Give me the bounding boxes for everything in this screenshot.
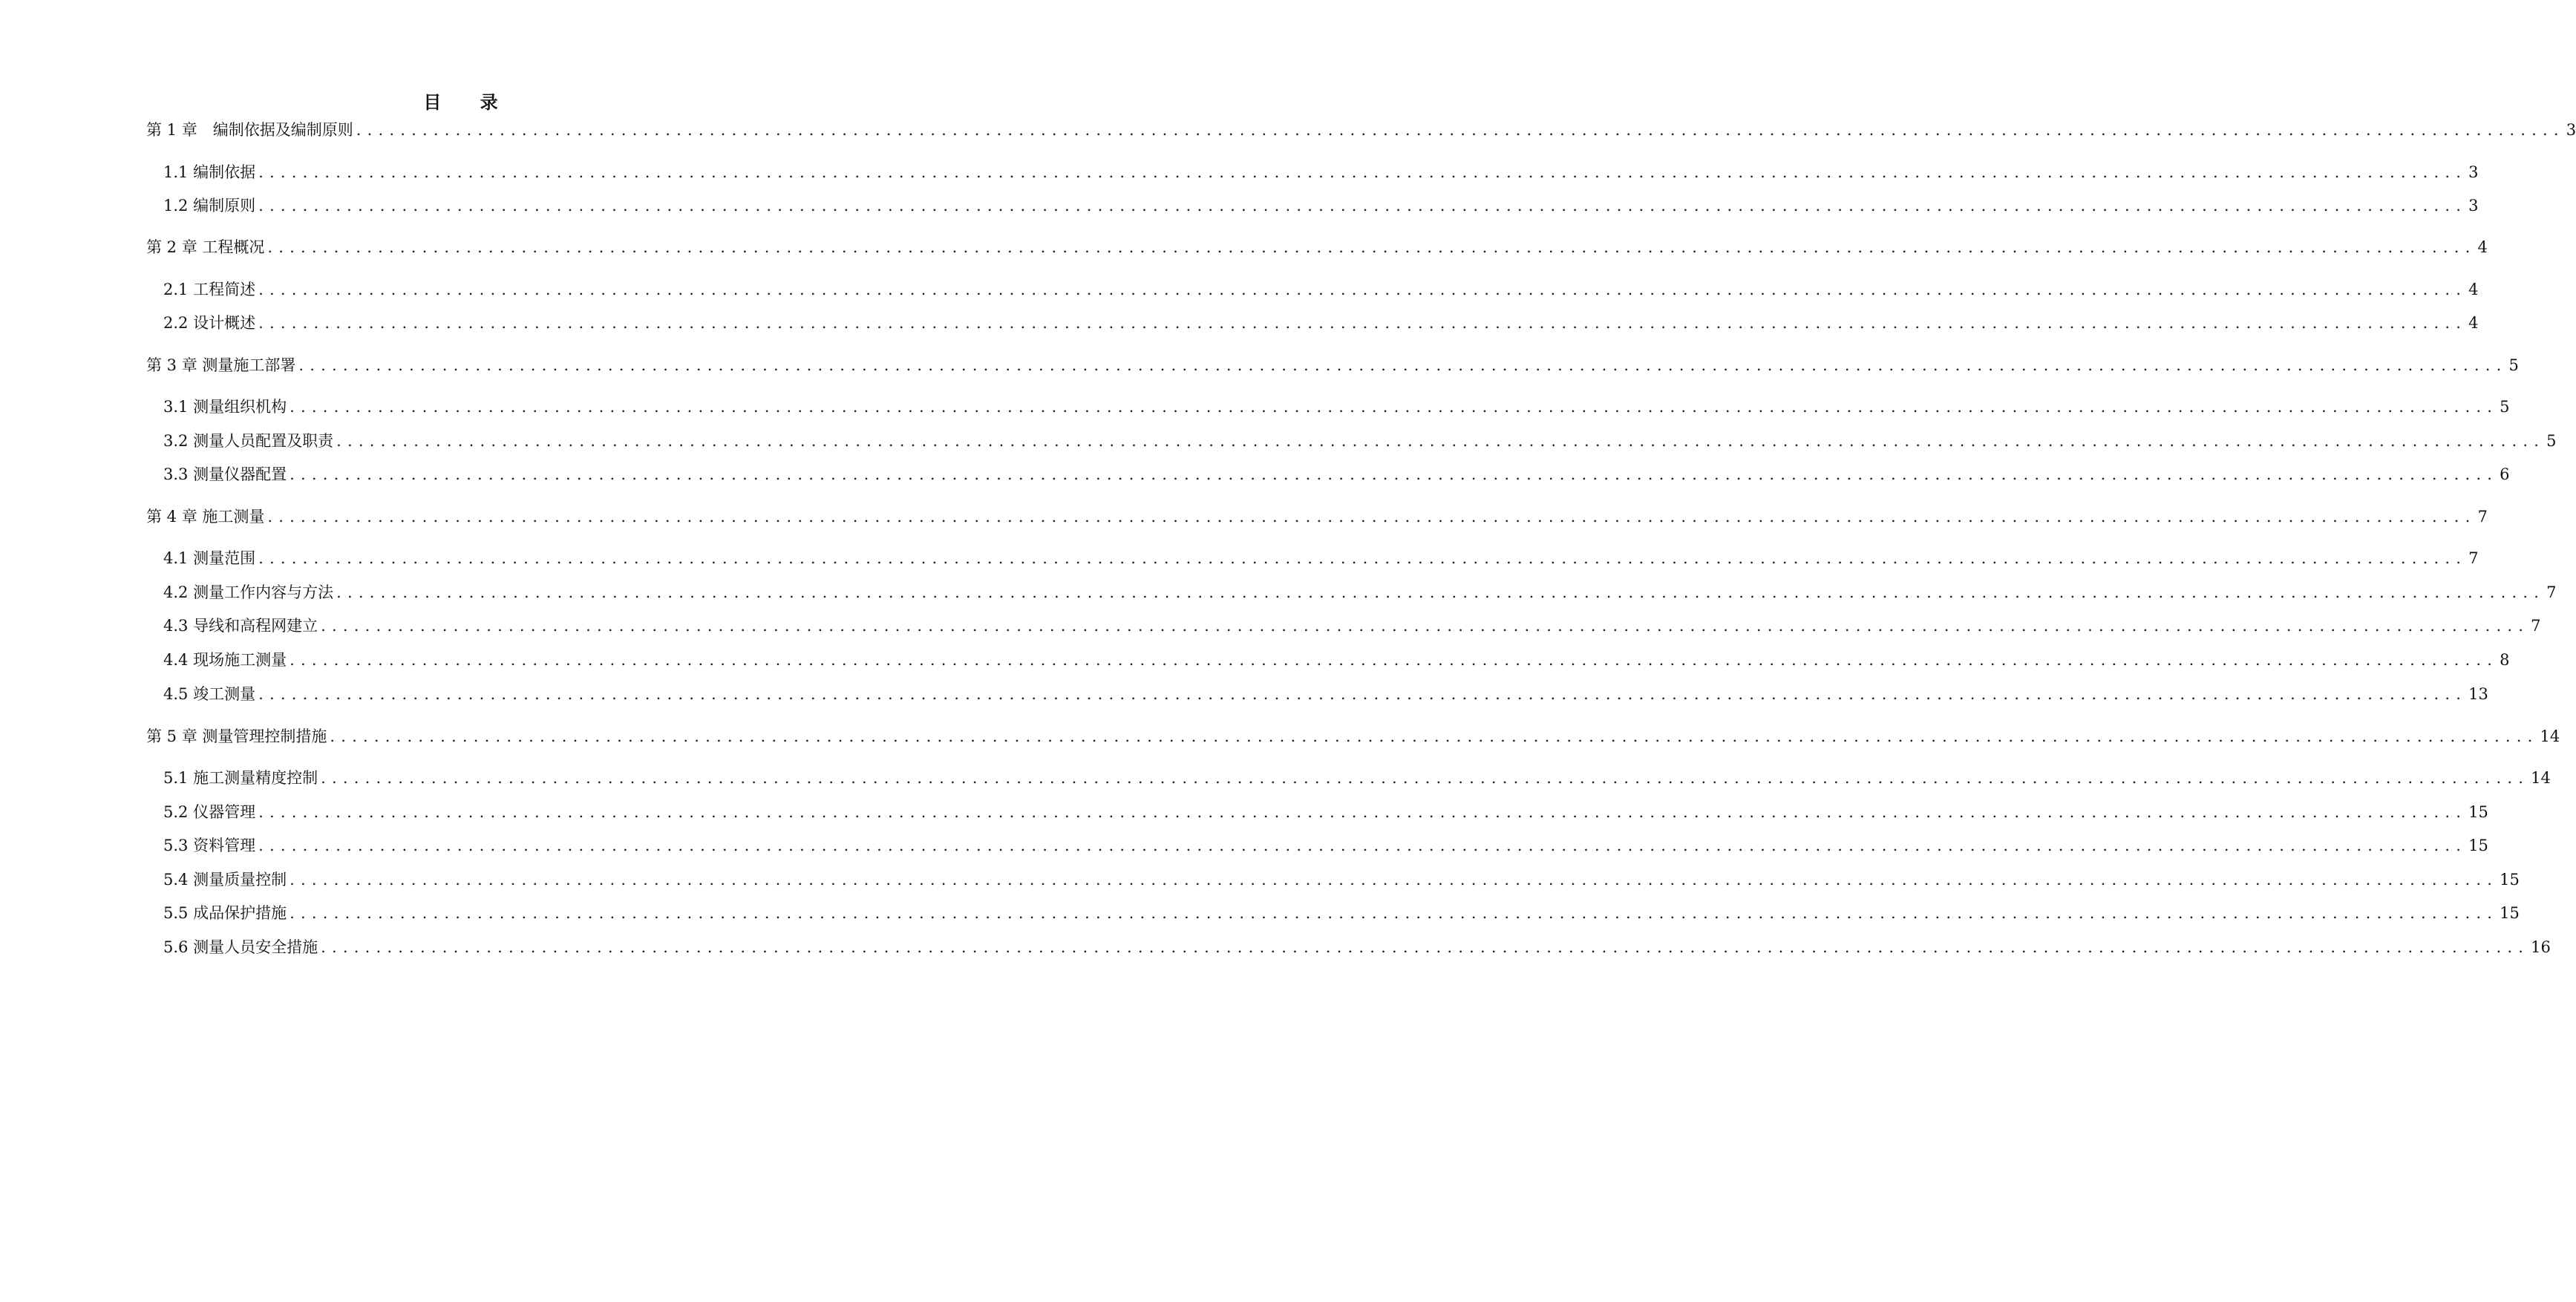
toc-section-entry[interactable]: [163, 649, 2510, 671]
toc-page-number: 5: [2500, 398, 2510, 416]
toc-entry-label: 3.2 测量人员配置及职责: [163, 432, 334, 450]
toc-entry-label: 4.2 测量工作内容与方法: [163, 583, 334, 601]
toc-chapter-entry[interactable]: [146, 354, 2519, 376]
toc-entry-label: 第 4 章 施工测量: [146, 508, 265, 526]
toc-page-number: 5: [2546, 432, 2557, 450]
toc-entry-label: 5.4 测量质量控制: [163, 871, 287, 889]
page-title: 目 录: [423, 91, 514, 113]
toc-section-entry[interactable]: [163, 547, 2479, 569]
toc-page-number: 3: [2468, 163, 2479, 181]
toc-entry-label: 2.2 设计概述: [163, 314, 256, 332]
toc-page-number: 7: [2468, 549, 2479, 567]
toc-dot-leader: ........................................................................................................................................................................................................: [298, 356, 2508, 374]
toc-section-entry[interactable]: [163, 936, 2551, 958]
toc-dot-leader: ........................................................................................................................................................................................................: [330, 727, 2539, 745]
toc-entry-label: 3.3 测量仪器配置: [163, 465, 287, 483]
toc-section-entry[interactable]: [163, 161, 2479, 183]
toc-dot-leader: ........................................................................................................................................................................................................: [258, 163, 2468, 181]
toc-dot-leader: ........................................................................................................................................................................................................: [258, 837, 2468, 854]
toc-section-entry[interactable]: [163, 581, 2557, 603]
toc-page-number: 7: [2531, 617, 2541, 635]
toc-page-number: 15: [2468, 837, 2488, 854]
toc-page-number: 15: [2500, 871, 2520, 889]
toc-dot-leader: ........................................................................................................................................................................................................: [258, 281, 2468, 298]
toc-dot-leader: ........................................................................................................................................................................................................: [258, 197, 2468, 215]
toc-entry-label: 2.1 工程简述: [163, 281, 256, 298]
toc-entry-label: 第 5 章 测量管理控制措施: [146, 727, 327, 745]
toc-section-entry[interactable]: [163, 463, 2510, 485]
toc-dot-leader: ........................................................................................................................................................................................................: [258, 685, 2468, 703]
toc-entry-label: 5.2 仪器管理: [163, 803, 256, 821]
toc-entry-label: 第 2 章 工程概况: [146, 238, 265, 256]
toc-section-entry[interactable]: [163, 834, 2488, 857]
toc-section-entry[interactable]: [163, 801, 2488, 823]
toc-dot-leader: ........................................................................................................................................................................................................: [336, 583, 2546, 601]
toc-entry-label: 4.1 测量范围: [163, 549, 256, 567]
toc-entry-label: 4.3 导线和高程网建立: [163, 617, 318, 635]
toc-page-number: 3: [2468, 197, 2479, 215]
toc-section-entry[interactable]: [163, 683, 2488, 705]
toc-section-entry[interactable]: [163, 194, 2479, 217]
toc-page-number: 4: [2468, 281, 2479, 298]
toc-page-number: 7: [2546, 583, 2557, 601]
toc-entry-label: 4.5 竣工测量: [163, 685, 256, 703]
toc-page-number: 5: [2508, 356, 2519, 374]
toc-page-number: 4: [2477, 238, 2488, 256]
toc-dot-leader: ........................................................................................................................................................................................................: [290, 398, 2499, 416]
toc-entry-label: 5.6 测量人员安全措施: [163, 938, 318, 956]
toc-entry-label: 5.3 资料管理: [163, 837, 256, 854]
toc-dot-leader: ........................................................................................................................................................................................................: [290, 904, 2499, 922]
toc-section-entry[interactable]: [163, 868, 2520, 891]
toc-page-number: 14: [2531, 769, 2551, 787]
toc-dot-leader: ........................................................................................................................................................................................................: [321, 769, 2530, 787]
toc-dot-leader: ........................................................................................................................................................................................................: [267, 508, 2477, 526]
toc-page-number: 16: [2531, 938, 2551, 956]
toc-dot-leader: ........................................................................................................................................................................................................: [290, 871, 2499, 889]
toc-entry-label: 5.5 成品保护措施: [163, 904, 287, 922]
toc-dot-leader: ........................................................................................................................................................................................................: [258, 314, 2468, 332]
toc-section-entry[interactable]: [163, 396, 2510, 418]
toc-entry-label: 1.1 编制依据: [163, 163, 256, 181]
toc-page-number: 6: [2500, 465, 2510, 483]
toc-section-entry[interactable]: [163, 278, 2479, 301]
toc-chapter-entry[interactable]: [146, 725, 2560, 747]
toc-dot-leader: ........................................................................................................................................................................................................: [258, 549, 2468, 567]
toc-dot-leader: ........................................................................................................................................................................................................: [356, 121, 2565, 139]
toc-page-number: 15: [2468, 803, 2488, 821]
toc-dot-leader: ........................................................................................................................................................................................................: [290, 651, 2499, 669]
toc-entry-label: 4.4 现场施工测量: [163, 651, 287, 669]
toc-entry-label: 1.2 编制原则: [163, 197, 256, 215]
toc-section-entry[interactable]: [163, 767, 2551, 789]
toc-dot-leader: ........................................................................................................................................................................................................: [336, 432, 2546, 450]
toc-chapter-entry[interactable]: [146, 236, 2488, 258]
toc-page-number: 4: [2468, 314, 2479, 332]
toc-page-number: 7: [2477, 508, 2488, 526]
toc-dot-leader: ........................................................................................................................................................................................................: [321, 617, 2530, 635]
toc-entry-label: 第 1 章 编制依据及编制原则: [146, 121, 353, 139]
toc-entry-label: 5.1 施工测量精度控制: [163, 769, 318, 787]
toc-dot-leader: ........................................................................................................................................................................................................: [258, 803, 2468, 821]
toc-page-number: 8: [2500, 651, 2510, 669]
toc-dot-leader: ........................................................................................................................................................................................................: [321, 938, 2530, 956]
toc-page-number: 15: [2500, 904, 2520, 922]
toc-section-entry[interactable]: [163, 615, 2541, 637]
toc-entry-label: 3.1 测量组织机构: [163, 398, 287, 416]
toc-entry-label: 第 3 章 测量施工部署: [146, 356, 296, 374]
toc-page-number: 13: [2468, 685, 2488, 703]
toc-section-entry[interactable]: [163, 902, 2520, 924]
toc-chapter-entry[interactable]: [146, 119, 2576, 141]
toc-section-entry[interactable]: [163, 430, 2557, 452]
toc-dot-leader: ........................................................................................................................................................................................................: [267, 238, 2477, 256]
toc-page-number: 14: [2540, 727, 2560, 745]
toc-page-number: 3: [2566, 121, 2576, 139]
toc-dot-leader: ........................................................................................................................................................................................................: [290, 465, 2499, 483]
toc-section-entry[interactable]: [163, 312, 2479, 334]
toc-chapter-entry[interactable]: [146, 506, 2488, 528]
